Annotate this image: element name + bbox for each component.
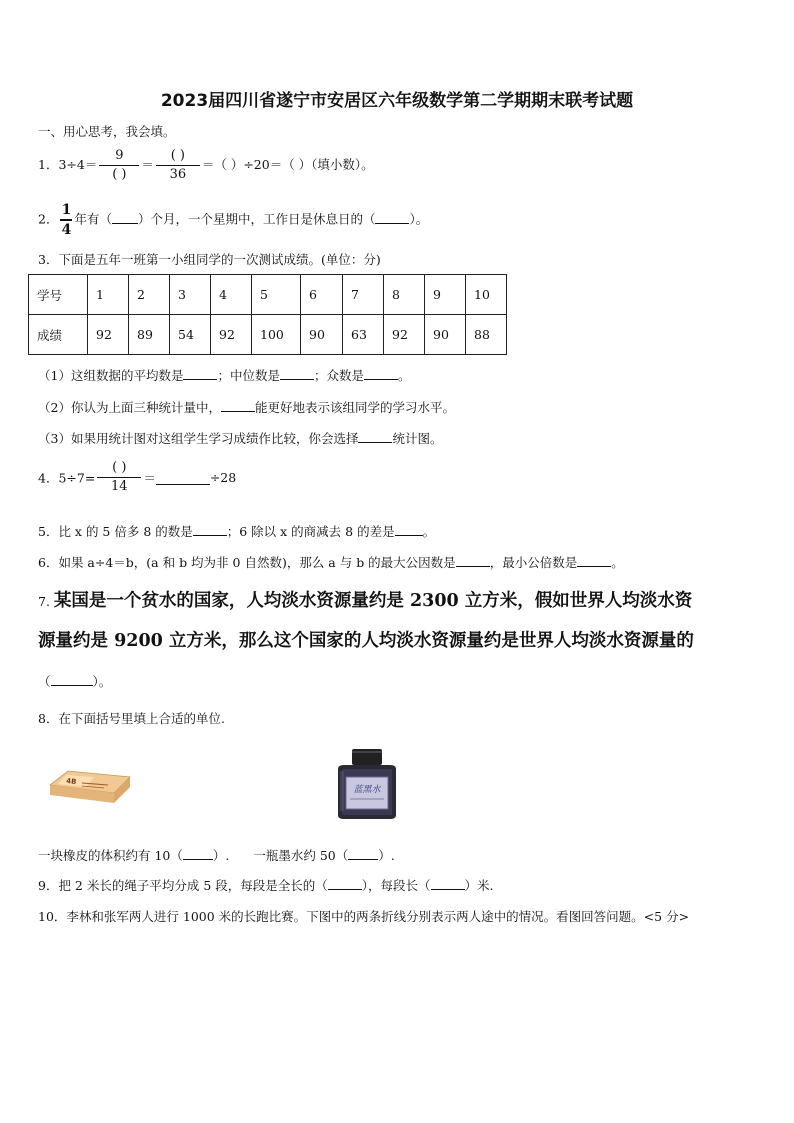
answer-blank[interactable]: [156, 471, 210, 485]
table-cell: 63: [343, 315, 384, 355]
ink-label: 蓝黑水: [353, 785, 381, 795]
row-header: 成绩: [29, 315, 88, 355]
question-7-line-1: [38, 587, 692, 612]
q3-1-text: 。: [398, 368, 411, 383]
question-8-answers: [38, 846, 395, 864]
q6-text: 6．如果 a÷4＝b，(a 和 b 均为非 0 自然数)，那么 a 与 b 的最大公因数是: [38, 555, 456, 570]
answer-blank[interactable]: [221, 398, 255, 412]
q2-text3: ）。: [409, 211, 429, 227]
answer-blank[interactable]: [577, 553, 611, 567]
table-cell: 90: [425, 315, 466, 355]
question-3-part-1: [38, 366, 411, 384]
q3-3-text: 统计图。: [392, 431, 443, 446]
fraction-bar: [97, 477, 141, 478]
question-6: [38, 553, 624, 571]
q2-prefix: 2．: [38, 211, 59, 227]
question-3-part-2: [38, 398, 455, 416]
q7-text: 某国是一个贫水的国家，人均淡水资源量约是 2300 立方米，假如世界人均淡水资: [53, 591, 693, 611]
answer-blank[interactable]: [456, 553, 490, 567]
q8-text: ）.: [212, 848, 230, 863]
table-cell: 6: [301, 275, 343, 315]
answer-blank[interactable]: [348, 846, 378, 860]
q1-fraction-1: [99, 148, 139, 183]
question-7-line-2: 源量约是 9200 立方米，那么这个国家的人均淡水资源量约是世界人均淡水资源量的: [38, 631, 694, 651]
answer-blank[interactable]: [358, 429, 392, 443]
q1-suffix: ＝（ ）÷20＝（ ）（填小数）。: [201, 157, 374, 172]
table-row: [29, 315, 507, 355]
q8-text: 一瓶墨水约 50（: [253, 848, 349, 863]
answer-blank[interactable]: [183, 366, 217, 380]
eraser-image: [46, 763, 132, 805]
q4-fraction: [97, 460, 141, 495]
q1-frac2-numerator: ( ): [170, 148, 185, 163]
table-cell: 10: [466, 275, 507, 315]
question-9: [38, 876, 494, 894]
q2-text2: ）个月，一个星期中，工作日是休息日的（: [137, 211, 376, 227]
q1-fraction-2: [156, 148, 200, 183]
q5-text: ；6 除以 x 的商减去 8 的差是: [226, 524, 395, 539]
ink-bottle-image: [332, 747, 402, 821]
fraction-bar: [156, 165, 200, 166]
answer-blank[interactable]: [431, 876, 465, 890]
q4-suffix: ÷28: [209, 470, 237, 485]
q2-fraction: [60, 202, 72, 238]
question-3-intro: 3．下面是五年一班第一小组同学的一次测试成绩。(单位：分): [38, 252, 381, 267]
q9-text: 9．把 2 米长的绳子平均分成 5 段，每段是全长的（: [38, 878, 328, 893]
table-cell: 1: [88, 275, 129, 315]
fraction-bar: [99, 165, 139, 166]
table-cell: 90: [301, 315, 343, 355]
q6-text: 。: [611, 555, 624, 570]
q4-equals: ＝: [143, 470, 156, 486]
q4-frac-numerator: ( ): [112, 460, 127, 475]
eraser-label: 4B: [65, 777, 77, 787]
table-cell: 4: [211, 275, 252, 315]
answer-blank[interactable]: [364, 366, 398, 380]
answer-blank[interactable]: [280, 366, 314, 380]
q1-frac2-denominator: 36: [169, 167, 187, 182]
q9-text: ），每段长（: [361, 878, 431, 893]
q4-frac-denominator: 14: [111, 479, 128, 494]
q3-2-text: 能更好地表示该组同学的学习水平。: [254, 400, 455, 415]
answer-blank[interactable]: [328, 876, 362, 890]
table-cell: 88: [466, 315, 507, 355]
answer-blank[interactable]: [375, 210, 409, 224]
q2-frac-denominator: 4: [61, 222, 72, 238]
q1-equals: ＝: [141, 157, 154, 172]
q8-text: ）.: [378, 848, 395, 863]
fraction-bar: [60, 219, 72, 221]
q5-text: 5．比 x 的 5 倍多 8 的数是: [38, 524, 193, 539]
table-cell: 9: [425, 275, 466, 315]
question-2: [38, 202, 428, 238]
table-row: [29, 275, 507, 315]
page-title: 2023届四川省遂宁市安居区六年级数学第二学期期末联考试题: [160, 91, 634, 111]
answer-blank[interactable]: [112, 210, 138, 224]
q1-prefix: 1．3÷4＝: [38, 157, 98, 172]
q7-paren-close: ）。: [92, 674, 112, 689]
table-cell: 92: [88, 315, 129, 355]
question-3-part-3: [38, 429, 442, 447]
q7-number: 7.: [38, 594, 54, 609]
table-cell: 3: [170, 275, 211, 315]
table-cell: 92: [211, 315, 252, 355]
question-8-intro: 8．在下面括号里填上合适的单位.: [38, 711, 225, 726]
question-1: [38, 148, 374, 183]
q3-3-text: （3）如果用统计图对这组学生学习成绩作比较，你会选择: [38, 431, 359, 446]
question-7-line-3: [38, 672, 111, 690]
question-4: [38, 460, 236, 495]
q9-text: ）米.: [464, 878, 494, 893]
q2-text1: 年有（: [74, 211, 112, 227]
q3-2-text: （2）你认为上面三种统计量中，: [38, 400, 221, 415]
q3-1-text: ；众数是: [313, 368, 364, 383]
q6-text: ，最小公倍数是: [489, 555, 578, 570]
q3-1-text: （1）这组数据的平均数是: [38, 368, 184, 383]
q8-text: 一块橡皮的体积约有 10（: [38, 848, 183, 863]
table-cell: 8: [384, 275, 425, 315]
answer-blank[interactable]: [193, 522, 227, 536]
question-5: [38, 522, 435, 540]
table-cell: 5: [252, 275, 301, 315]
q2-frac-numerator: 1: [61, 202, 72, 218]
q3-1-text: ；中位数是: [217, 368, 280, 383]
table-cell: 100: [252, 315, 301, 355]
q5-text: 。: [422, 524, 436, 539]
table-cell: 7: [343, 275, 384, 315]
table-cell: 89: [129, 315, 170, 355]
section-heading: 一、用心思考，我会填。: [38, 124, 176, 139]
q1-frac1-numerator: 9: [115, 148, 124, 163]
scores-table: [28, 274, 507, 355]
table-cell: 92: [384, 315, 425, 355]
row-header: 学号: [29, 275, 88, 315]
answer-blank[interactable]: [183, 846, 213, 860]
question-10: 10．李林和张军两人进行 1000 米的长跑比赛。下图中的两条折线分别表示两人途中的情况。看图回答问题。<5 分>: [38, 909, 690, 924]
table-cell: 2: [129, 275, 170, 315]
q1-frac1-denominator: ( ): [112, 167, 127, 182]
q4-prefix: 4．5÷7=: [38, 470, 96, 486]
answer-blank[interactable]: [395, 522, 423, 536]
table-cell: 54: [170, 315, 211, 355]
q7-paren-open: （: [38, 674, 51, 689]
answer-blank[interactable]: [51, 672, 93, 686]
